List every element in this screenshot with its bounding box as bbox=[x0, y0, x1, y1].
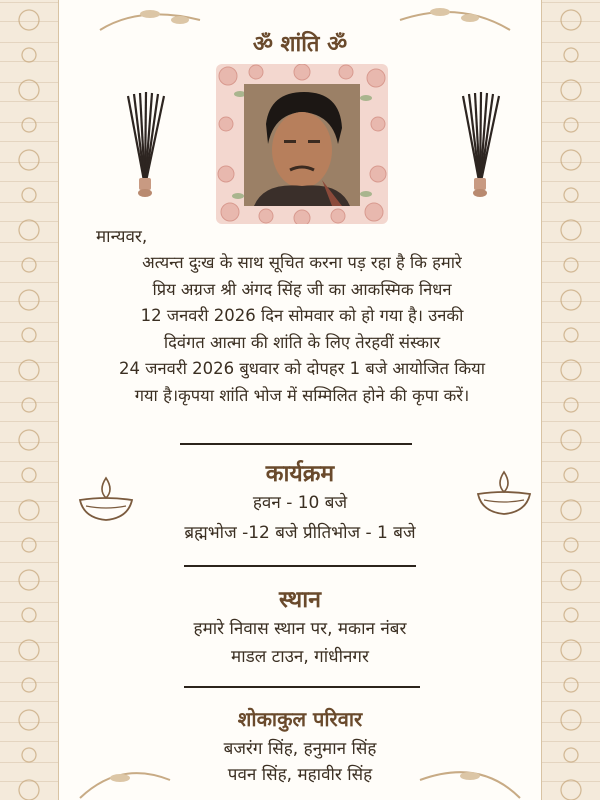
program-line-2: ब्रह्मभोज -12 बजे प्रीतिभोज - 1 बजे bbox=[184, 523, 416, 543]
om-shanti-title: ॐ शांति ॐ bbox=[252, 32, 348, 57]
family-line-2: पवन सिंह, महावीर सिंह bbox=[227, 765, 373, 785]
message-line: दिवंगत आत्मा की शांति के लिए तेरहवीं संस्कार bbox=[163, 332, 441, 352]
program-line-1: हवन - 10 बजे bbox=[252, 493, 348, 513]
portrait-photo bbox=[244, 84, 360, 206]
venue-title: स्थान bbox=[279, 587, 321, 613]
message-line: अत्यन्त दुःख के साथ सूचित करना पड़ रहा है कि हमारे bbox=[142, 253, 462, 272]
right-ornamental-border bbox=[541, 0, 600, 800]
section-divider bbox=[180, 443, 412, 445]
family-title: शोकाकुल परिवार bbox=[237, 707, 363, 731]
venue-line-2: माडल टाउन, गांधीनगर bbox=[231, 647, 369, 667]
left-ornamental-border bbox=[0, 0, 59, 800]
message-line: 24 जनवरी 2026 बुधवार को दोपहर 1 बजे आयोजित किया bbox=[119, 359, 485, 378]
message-line: 12 जनवरी 2026 दिन सोमवार को हो गया है। उनकी bbox=[140, 306, 464, 325]
message-line: प्रिय अग्रज श्री अंगद सिंह जी का आकस्मिक निधन bbox=[152, 279, 452, 299]
incense-sticks-icon bbox=[455, 90, 505, 200]
section-divider bbox=[184, 565, 416, 567]
venue-line-1: हमारे निवास स्थान पर, मकान नंबर bbox=[193, 619, 407, 639]
section-divider bbox=[184, 686, 420, 688]
salutation-text: मान्यवर, bbox=[96, 227, 148, 247]
floral-photo-frame bbox=[216, 64, 388, 224]
incense-sticks-icon bbox=[120, 90, 170, 200]
message-line: गया है।कृपया शांति भोज में सम्मिलित होने की कृपा करें। bbox=[134, 385, 470, 405]
announcement-message bbox=[78, 250, 526, 409]
family-line-1: बजरंग सिंह, हनुमान सिंह bbox=[223, 739, 377, 759]
program-title: कार्यक्रम bbox=[265, 461, 335, 487]
bottom-leaf-ornament bbox=[60, 750, 540, 800]
